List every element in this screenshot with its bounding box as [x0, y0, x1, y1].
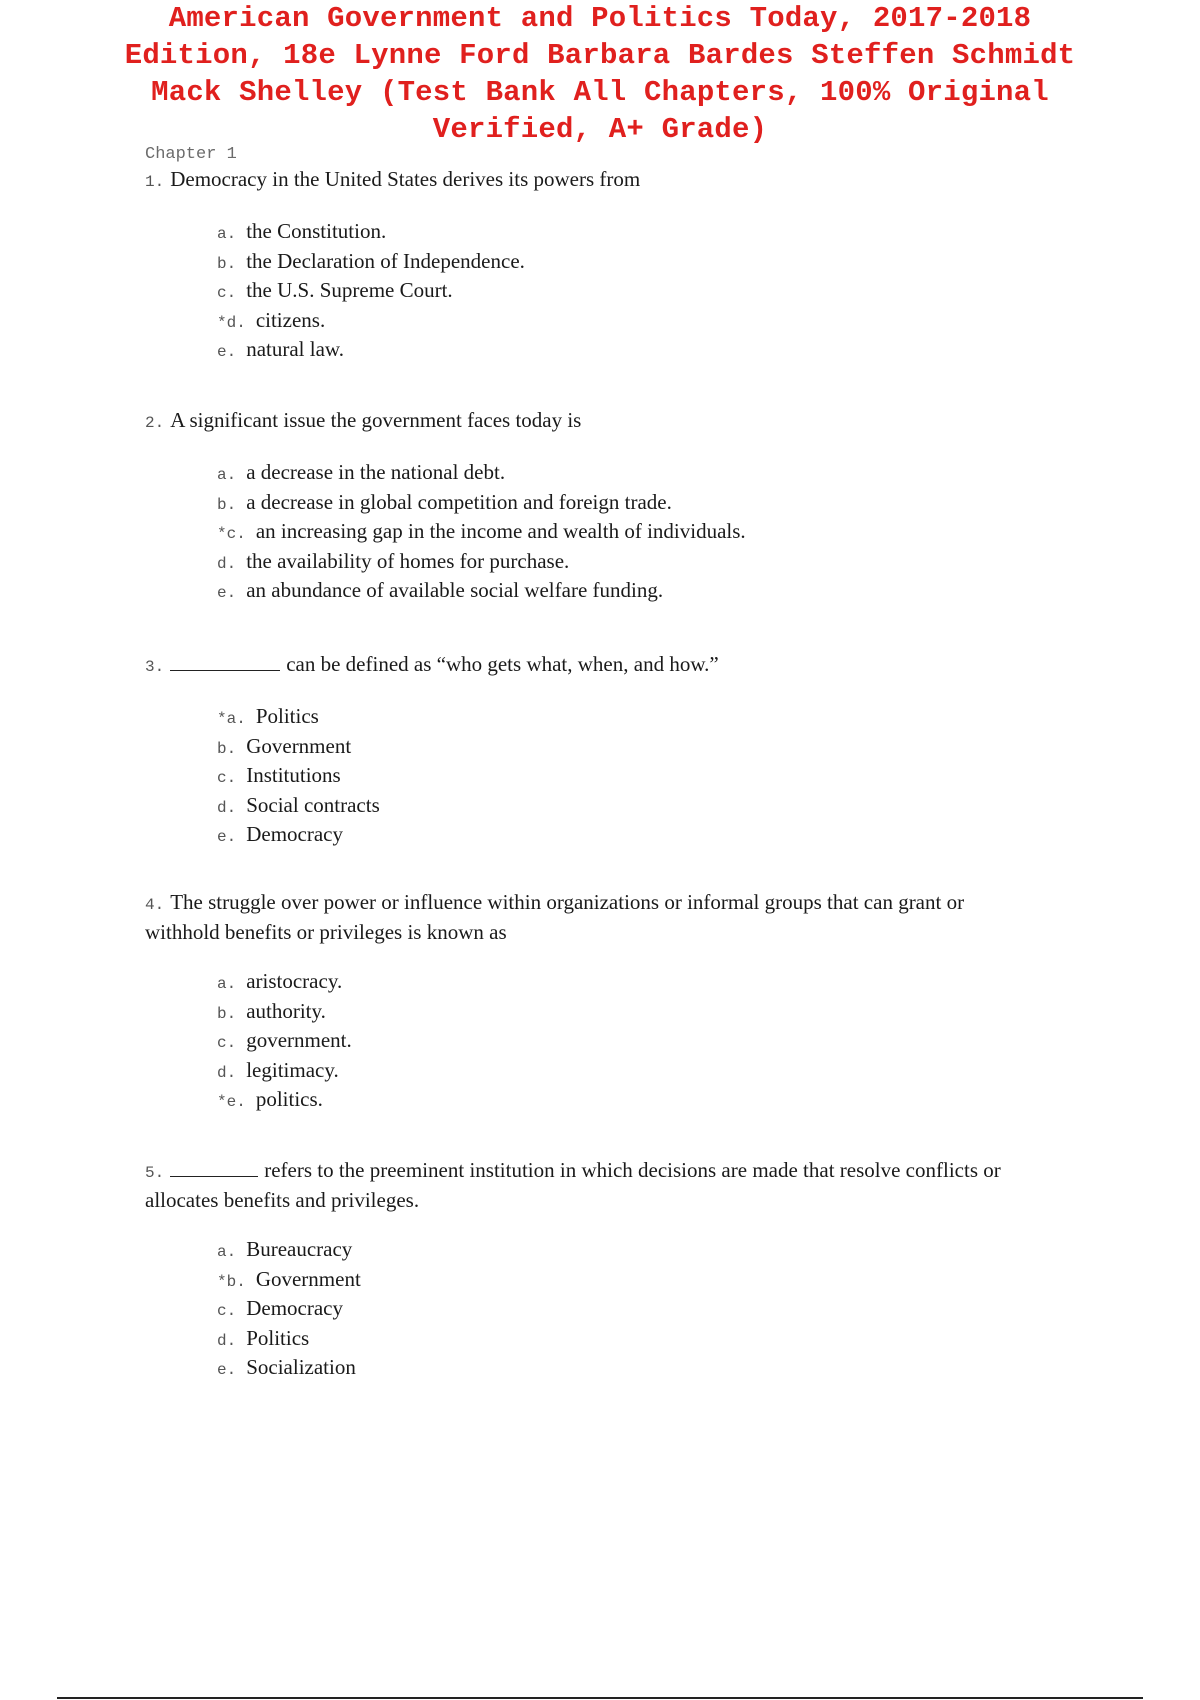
option-text: Democracy [246, 1296, 343, 1320]
answer-option [217, 459, 1025, 489]
answer-option [217, 1354, 1025, 1384]
option-letter: c. [217, 1034, 237, 1052]
answer-options [217, 703, 1025, 851]
question-stem: refers to the preeminent institution in which decisions are made that resolve conflicts or allocates benefits and privileges. [145, 1158, 1001, 1212]
answer-option [217, 277, 1025, 307]
option-letter: a. [217, 466, 237, 484]
question-stem: can be defined as “who gets what, when, and how.” [286, 652, 719, 676]
option-letter: d. [217, 1063, 237, 1082]
option-letter: a. [217, 225, 237, 243]
option-text: Government [255, 1266, 361, 1291]
question-stem: Democracy in the United States derives its powers from [170, 167, 641, 191]
answer-option [217, 762, 1025, 792]
option-text: the Constitution. [246, 219, 387, 243]
question-5 [145, 1156, 1025, 1384]
question-4 [145, 889, 1025, 1116]
answer-option [217, 489, 1025, 519]
option-text: the Declaration of Independence. [246, 248, 525, 273]
answer-options [217, 218, 1025, 366]
option-letter: b. [217, 495, 237, 514]
option-text: Bureaucracy [246, 1237, 353, 1261]
document-title [60, 0, 1140, 148]
option-text: Socialization [246, 1355, 356, 1379]
option-letter: e. [217, 828, 237, 846]
question-number: 4. [145, 896, 165, 914]
answer-option [217, 998, 1025, 1028]
option-text: Government [246, 733, 352, 758]
option-text: Politics [255, 704, 319, 728]
option-letter: *c. [217, 525, 246, 543]
option-letter: b. [217, 254, 237, 273]
title-line: Verified, A+ Grade) [432, 113, 768, 146]
answer-option [217, 733, 1025, 763]
title-line: Edition, 18e Lynne Ford Barbara Bardes Steffen Schmidt [124, 39, 1076, 72]
option-letter: b. [217, 1004, 237, 1023]
question-stem: The struggle over power or influence within organizations or informal groups that can grant or withhold benefits or privileges is known as [145, 890, 965, 944]
option-letter: b. [217, 739, 237, 758]
option-text: authority. [246, 998, 326, 1023]
question-1 [145, 166, 1025, 366]
answer-option [217, 218, 1025, 248]
option-text: the availability of homes for purchase. [246, 548, 570, 573]
option-text: Social contracts [246, 792, 380, 817]
option-letter: a. [217, 1243, 237, 1261]
option-letter: *d. [217, 313, 246, 332]
answer-option [217, 548, 1025, 578]
question-number: 2. [145, 414, 165, 432]
question-2 [145, 407, 1025, 607]
question-text [145, 889, 1025, 946]
option-text: natural law. [246, 337, 344, 361]
option-text: government. [246, 1028, 352, 1052]
answer-options [217, 1236, 1025, 1384]
question-3 [145, 650, 1025, 851]
answer-option [217, 821, 1025, 851]
answer-option [217, 1027, 1025, 1057]
option-text: citizens. [255, 307, 326, 332]
option-text: aristocracy. [246, 969, 343, 993]
answer-option [217, 336, 1025, 366]
title-line: American Government and Politics Today, 2017-2018 [168, 2, 1032, 35]
option-text: politics. [255, 1087, 323, 1111]
option-letter: *e. [217, 1093, 246, 1111]
option-letter: d. [217, 1331, 237, 1350]
correct-answer-option [217, 518, 1025, 548]
correct-answer-option [217, 1086, 1025, 1116]
option-text: the U.S. Supreme Court. [246, 278, 453, 302]
answer-option [217, 792, 1025, 822]
question-text [145, 166, 1025, 196]
question-text [145, 1156, 1025, 1214]
option-text: Institutions [246, 763, 341, 787]
option-letter: *a. [217, 710, 246, 728]
option-letter: c. [217, 1302, 237, 1320]
answer-blank [170, 1156, 258, 1177]
chapter-label: Chapter 1 [145, 145, 237, 164]
question-text [145, 650, 1025, 681]
option-letter: c. [217, 284, 237, 302]
option-letter: *b. [217, 1272, 246, 1291]
option-text: a decrease in the national debt. [246, 460, 506, 484]
title-line: Mack Shelley (Test Bank All Chapters, 100% Original [151, 76, 1049, 109]
question-number: 1. [145, 173, 165, 191]
correct-answer-option [217, 1266, 1025, 1296]
answer-option [217, 968, 1025, 998]
answer-option [217, 248, 1025, 278]
question-text [145, 407, 1025, 437]
answer-option [217, 577, 1025, 607]
option-text: an increasing gap in the income and wealth of individuals. [255, 519, 746, 543]
option-letter: d. [217, 554, 237, 573]
option-letter: e. [217, 343, 237, 361]
question-number: 5. [145, 1164, 165, 1182]
option-text: an abundance of available social welfare funding. [246, 578, 664, 602]
option-letter: e. [217, 1361, 237, 1379]
correct-answer-option [217, 307, 1025, 337]
question-number: 3. [145, 658, 165, 676]
answer-options [217, 968, 1025, 1116]
answer-blank [170, 650, 280, 671]
option-letter: d. [217, 798, 237, 817]
question-stem: A significant issue the government faces today is [170, 408, 582, 432]
answer-option [217, 1325, 1025, 1355]
option-text: Democracy [246, 822, 343, 846]
answer-option [217, 1236, 1025, 1266]
answer-options [217, 459, 1025, 607]
answer-option [217, 1295, 1025, 1325]
answer-option [217, 1057, 1025, 1087]
correct-answer-option [217, 703, 1025, 733]
option-text: a decrease in global competition and foreign trade. [246, 489, 672, 514]
option-letter: c. [217, 769, 237, 787]
option-text: legitimacy. [246, 1057, 339, 1082]
option-text: Politics [246, 1325, 310, 1350]
option-letter: a. [217, 975, 237, 993]
option-letter: e. [217, 584, 237, 602]
page-bottom-divider [57, 1697, 1143, 1699]
